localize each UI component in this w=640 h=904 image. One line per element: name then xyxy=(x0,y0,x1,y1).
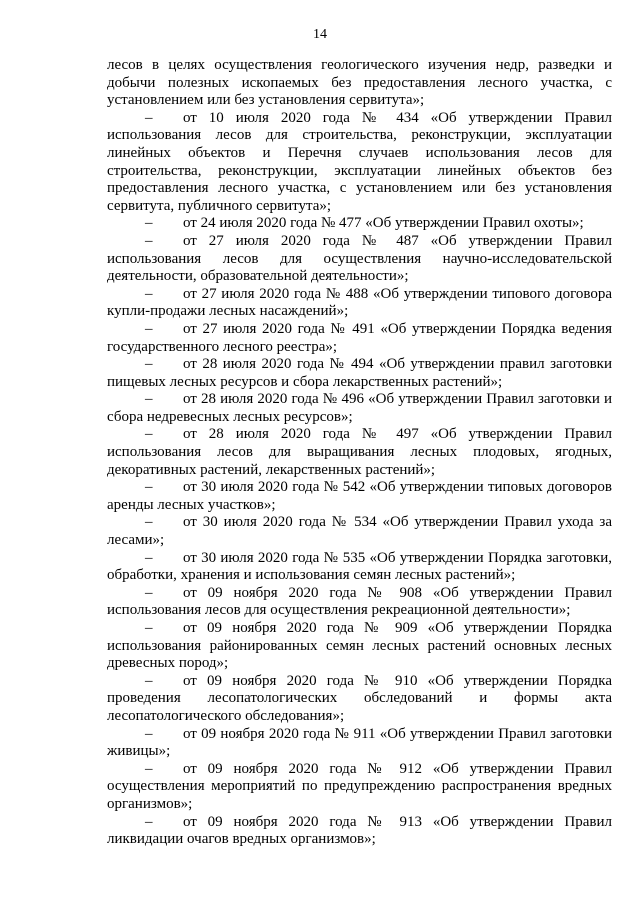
regulation-list xyxy=(107,110,612,849)
list-dash: – xyxy=(145,813,153,830)
list-item xyxy=(107,620,612,673)
list-item xyxy=(107,110,612,216)
list-item xyxy=(107,761,612,814)
list-item xyxy=(107,673,612,726)
list-item-text: от 09 ноября 2020 года № 911 «Об утверждении Правил заготовки живицы»; xyxy=(107,725,612,760)
list-dash: – xyxy=(145,285,153,302)
page-number: 14 xyxy=(313,27,327,42)
list-item-text: от 09 ноября 2020 года № 913 «Об утверждении Правил ликвидации очагов вредных организмов»; xyxy=(107,813,612,848)
list-item-text: от 24 июля 2020 года № 477 «Об утверждении Правил охоты»; xyxy=(183,215,584,232)
list-dash: – xyxy=(145,356,153,373)
list-item-text: от 30 июля 2020 года № 542 «Об утверждении типовых договоров аренды лесных участков»; xyxy=(107,479,612,513)
list-dash: – xyxy=(145,426,153,443)
list-dash: – xyxy=(145,514,153,531)
list-item-text: от 27 июля 2020 года № 488 «Об утверждении типового договора купли-продажи лесных насаждений»; xyxy=(107,285,612,320)
list-item-text: от 30 июля 2020 года № 535 «Об утверждении Порядка заготовки, обработки, хранения и использования семян лесных растений»; xyxy=(107,549,612,584)
list-dash: – xyxy=(145,232,153,249)
list-item xyxy=(107,814,612,849)
list-dash: – xyxy=(145,215,153,232)
list-item-text: от 28 июля 2020 года № 496 «Об утверждении Правил заготовки и сбора недревесных лесных ресурсов»; xyxy=(107,391,612,425)
list-dash: – xyxy=(145,391,153,408)
list-item-text: от 27 июля 2020 года № 491 «Об утверждении Порядка ведения государственного лесного реестра»; xyxy=(107,320,612,355)
list-item xyxy=(107,233,612,286)
list-dash: – xyxy=(145,109,153,126)
list-dash: – xyxy=(145,479,153,496)
list-item xyxy=(107,356,612,391)
list-item-text: от 09 ноября 2020 года № 910 «Об утверждении Порядка проведения лесопатологических обследований и формы акта лесопатологического обследования»; xyxy=(107,672,612,724)
list-item-text: от 30 июля 2020 года № 534 «Об утверждении Правил ухода за лесами»; xyxy=(107,514,612,549)
list-item xyxy=(107,286,612,321)
list-item xyxy=(107,514,612,549)
list-item xyxy=(107,479,612,514)
list-item-text: от 28 июля 2020 года № 494 «Об утверждении правил заготовки пищевых лесных ресурсов и сбора лекарственных растений»; xyxy=(107,356,612,390)
list-dash: – xyxy=(145,320,153,337)
document-body xyxy=(107,57,612,849)
list-item xyxy=(107,215,612,233)
list-item-text: от 28 июля 2020 года № 497 «Об утверждении Правил использования лесов для выращивания лесных плодовых, ягодных, декоративных растений, лекарственных растений»; xyxy=(107,426,612,478)
list-dash: – xyxy=(145,725,153,742)
list-item xyxy=(107,585,612,620)
list-dash: – xyxy=(145,760,153,777)
list-dash: – xyxy=(145,620,153,636)
list-dash: – xyxy=(145,549,153,566)
list-item-text: от 09 ноября 2020 года № 909 «Об утверждении Порядка использования районированных семян лесных растений основных лесных древесных пород»; xyxy=(107,620,612,672)
list-item-text: от 09 ноября 2020 года № 912 «Об утверждении Правил осуществления мероприятий по предупреждению распространения вредных организмов»; xyxy=(107,760,612,812)
list-dash: – xyxy=(145,672,153,689)
list-item xyxy=(107,391,612,426)
list-item-text: от 10 июля 2020 года № 434 «Об утверждении Правил использования лесов для строительства, реконструкции, эксплуатации линейных объектов и Перечня случаев использования лесов для строительства, реконструкции, эксплуатации линейных объектов без предоставления лесного участка, с установлением или без установления сервитута, публичного сервитута»; xyxy=(107,109,612,214)
list-dash: – xyxy=(145,584,153,601)
list-item-text: от 27 июля 2020 года № 487 «Об утверждении Правил использования лесов для осуществления научно-исследовательской деятельности, образовательной деятельности»; xyxy=(107,232,612,285)
list-item xyxy=(107,321,612,356)
list-item xyxy=(107,726,612,761)
intro-paragraph: лесов в целях осуществления геологического изучения недр, разведки и добычи полезных ископаемых без предоставления лесного участка, с установлением или без установления сервитута»; xyxy=(107,57,612,109)
list-item-text: от 09 ноября 2020 года № 908 «Об утверждении Правил использования лесов для осуществления рекреационной деятельности»; xyxy=(107,584,612,619)
list-item xyxy=(107,550,612,585)
list-item xyxy=(107,426,612,479)
